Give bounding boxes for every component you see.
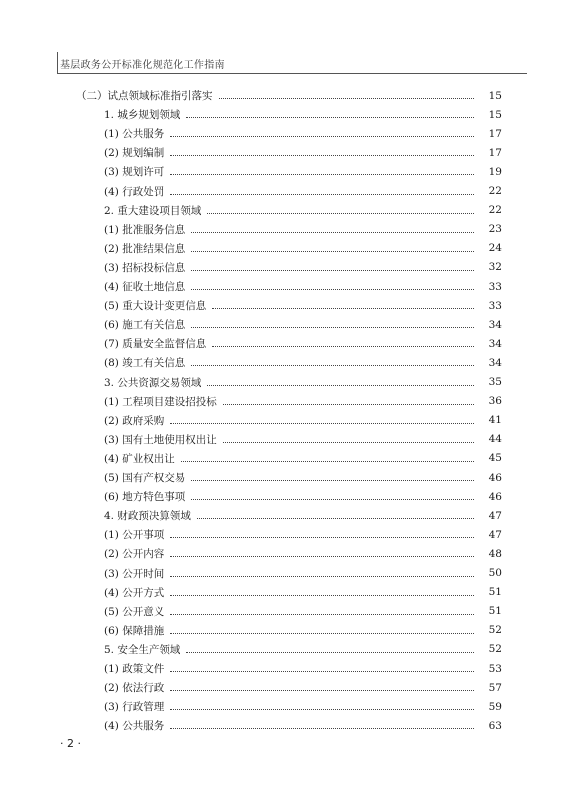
toc-entry-page: 33 [488, 280, 502, 293]
dot-leader [212, 308, 474, 309]
toc-entry-label: (3) 规划许可 [104, 166, 165, 179]
toc-entry-page: 15 [488, 89, 502, 102]
toc-entry[interactable] [0, 449, 562, 468]
toc-entry-page: 36 [488, 395, 502, 408]
toc-entry[interactable] [0, 296, 562, 315]
toc-entry-label: (4) 矿业权出让 [104, 452, 175, 465]
dot-leader [170, 690, 474, 691]
toc-entry-page: 53 [488, 662, 502, 675]
toc-entry[interactable] [0, 430, 562, 449]
toc-entry-label: (3) 公开时间 [104, 567, 165, 580]
toc-entry-label: 1. 城乡规划领域 [104, 109, 181, 122]
dot-leader [219, 98, 475, 99]
toc-entry[interactable] [0, 86, 562, 105]
toc-entry-page: 52 [488, 643, 502, 656]
toc-entry-label: (3) 国有土地使用权出让 [104, 433, 217, 446]
dot-leader [191, 327, 474, 328]
header-vertical-rule [57, 52, 58, 74]
toc-entry[interactable] [0, 239, 562, 258]
toc-entry[interactable] [0, 392, 562, 411]
toc-entry-page: 47 [488, 509, 502, 522]
dot-leader [170, 556, 474, 557]
toc-entry-page: 15 [488, 108, 502, 121]
toc-entry-page: 17 [488, 127, 502, 140]
toc-entry-page: 22 [488, 204, 502, 217]
toc-entry-page: 34 [488, 356, 502, 369]
toc-entry-label: (1) 公开事项 [104, 529, 165, 542]
toc-entry[interactable] [0, 201, 562, 220]
toc-entry-label: (5) 重大设计变更信息 [104, 300, 207, 313]
toc-entry[interactable] [0, 373, 562, 392]
toc-entry-label: (5) 国有产权交易 [104, 472, 186, 484]
dot-leader [170, 136, 474, 137]
toc-entry-label: (4) 行政处罚 [104, 185, 165, 198]
running-header: 基层政务公开标准化规范化工作指南 [60, 60, 225, 71]
dot-leader [170, 174, 474, 175]
toc-entry-page: 48 [488, 547, 502, 560]
toc-entry-label: (6) 地方特色事项 [104, 491, 186, 504]
toc-entry-page: 63 [488, 719, 502, 732]
toc-entry[interactable] [0, 602, 562, 621]
toc-entry-page: 17 [488, 146, 502, 159]
toc-entry-page: 23 [488, 223, 502, 236]
toc-entry[interactable] [0, 143, 562, 162]
toc-entry-label: (2) 批准结果信息 [104, 242, 186, 255]
dot-leader [223, 404, 474, 405]
toc-entry-page: 33 [488, 299, 502, 312]
toc-entry[interactable] [0, 506, 562, 525]
page-number: · 2 · [60, 737, 81, 750]
toc-entry-label: (2) 公开内容 [104, 548, 165, 561]
dot-leader [191, 365, 474, 366]
toc-entry-page: 47 [488, 528, 502, 541]
dot-leader [170, 537, 474, 538]
toc-entry-label: 3. 公共资源交易领域 [104, 376, 202, 389]
dot-leader [191, 251, 474, 252]
dot-leader [212, 346, 474, 347]
toc-entry-label: (6) 施工有关信息 [104, 319, 186, 332]
toc-entry[interactable] [0, 544, 562, 563]
toc-entry-label: (3) 招标投标信息 [104, 261, 186, 274]
dot-leader [186, 117, 474, 118]
toc-entry[interactable] [0, 716, 562, 735]
dot-leader [191, 270, 474, 271]
toc-entry-label: (7) 质量安全监督信息 [104, 338, 207, 351]
toc-entry-page: 50 [488, 567, 502, 579]
dot-leader [186, 652, 474, 653]
toc-entry[interactable] [0, 315, 562, 334]
toc-entry[interactable] [0, 468, 562, 487]
dot-leader [170, 728, 474, 729]
toc-entry-page: 46 [488, 490, 502, 503]
toc-entry[interactable] [0, 182, 562, 201]
dot-leader [197, 518, 474, 519]
toc-entry-label: (1) 公共服务 [104, 128, 165, 141]
toc-entry[interactable] [0, 583, 562, 602]
toc-entry[interactable] [0, 697, 562, 716]
toc-entry-label: 2. 重大建设项目领域 [104, 204, 202, 217]
toc-entry[interactable] [0, 258, 562, 277]
toc-entry[interactable] [0, 525, 562, 544]
toc-entry[interactable] [0, 220, 562, 239]
toc-entry-label: (2) 依法行政 [104, 682, 165, 695]
toc-entry-page: 34 [488, 318, 502, 331]
toc-entry-page: 51 [488, 586, 502, 599]
toc-entry-page: 22 [488, 185, 502, 197]
dot-leader [191, 480, 474, 481]
dot-leader [170, 194, 474, 195]
toc-entry-label: (4) 征收土地信息 [104, 281, 186, 293]
dot-leader [191, 232, 474, 233]
toc-entry[interactable] [0, 659, 562, 678]
toc-entry[interactable] [0, 277, 562, 296]
dot-leader [170, 595, 474, 596]
toc-entry-page: 57 [488, 681, 502, 694]
dot-leader [170, 671, 474, 672]
toc-entry[interactable] [0, 124, 562, 143]
dot-leader [170, 576, 474, 577]
dot-leader [170, 614, 474, 615]
toc-entry-label: (5) 公开意义 [104, 605, 165, 618]
toc-entry-label: (1) 政策文件 [104, 663, 165, 675]
toc-entry-label: (6) 保障措施 [104, 624, 165, 637]
toc-entry[interactable] [0, 334, 562, 353]
toc-entry-page: 24 [488, 242, 502, 255]
toc-entry-label: （二）试点领域标准指引落实 [76, 90, 213, 102]
dot-leader [181, 461, 474, 462]
toc-entry[interactable] [0, 162, 562, 181]
toc-entry-page: 45 [488, 452, 502, 465]
toc-entry-label: (8) 竣工有关信息 [104, 357, 186, 370]
toc-entry-page: 52 [488, 624, 502, 637]
toc-entry[interactable] [0, 487, 562, 506]
toc-entry-label: (3) 行政管理 [104, 701, 165, 714]
toc-entry[interactable] [0, 353, 562, 372]
toc-entry-page: 41 [488, 414, 502, 427]
toc-entry-page: 59 [488, 700, 502, 713]
dot-leader [207, 213, 474, 214]
toc-entry[interactable] [0, 678, 562, 697]
toc-entry-page: 46 [488, 471, 502, 484]
toc-entry[interactable] [0, 411, 562, 430]
toc-entry-label: 5. 安全生产领域 [104, 643, 181, 656]
toc-entry-label: (1) 批准服务信息 [104, 223, 186, 236]
toc-entry-label: (1) 工程项目建设招投标 [104, 395, 217, 408]
header-horizontal-rule [57, 73, 527, 74]
toc-entry-label: (2) 规划编制 [104, 147, 165, 160]
toc-entry-page: 51 [488, 605, 502, 618]
toc-entry-label: 4. 财政预决算领域 [104, 510, 191, 523]
toc-entry[interactable] [0, 105, 562, 124]
dot-leader [191, 499, 474, 500]
toc-entry-page: 32 [488, 261, 502, 274]
dot-leader [207, 385, 474, 386]
toc-entry-page: 44 [488, 433, 502, 446]
dot-leader [170, 633, 474, 634]
toc-entry[interactable] [0, 564, 562, 583]
toc-entry-label: (2) 政府采购 [104, 414, 165, 427]
dot-leader [223, 442, 474, 443]
toc-entry[interactable] [0, 621, 562, 640]
toc-entry-label: (4) 公开方式 [104, 586, 165, 599]
toc-entry-page: 34 [488, 337, 502, 350]
dot-leader [170, 709, 474, 710]
toc-entry-page: 19 [488, 165, 502, 178]
toc-entry-page: 35 [488, 376, 502, 388]
toc-entry[interactable] [0, 640, 562, 659]
toc-entry-label: (4) 公共服务 [104, 720, 165, 733]
dot-leader [191, 289, 474, 290]
dot-leader [170, 423, 474, 424]
dot-leader [170, 155, 474, 156]
